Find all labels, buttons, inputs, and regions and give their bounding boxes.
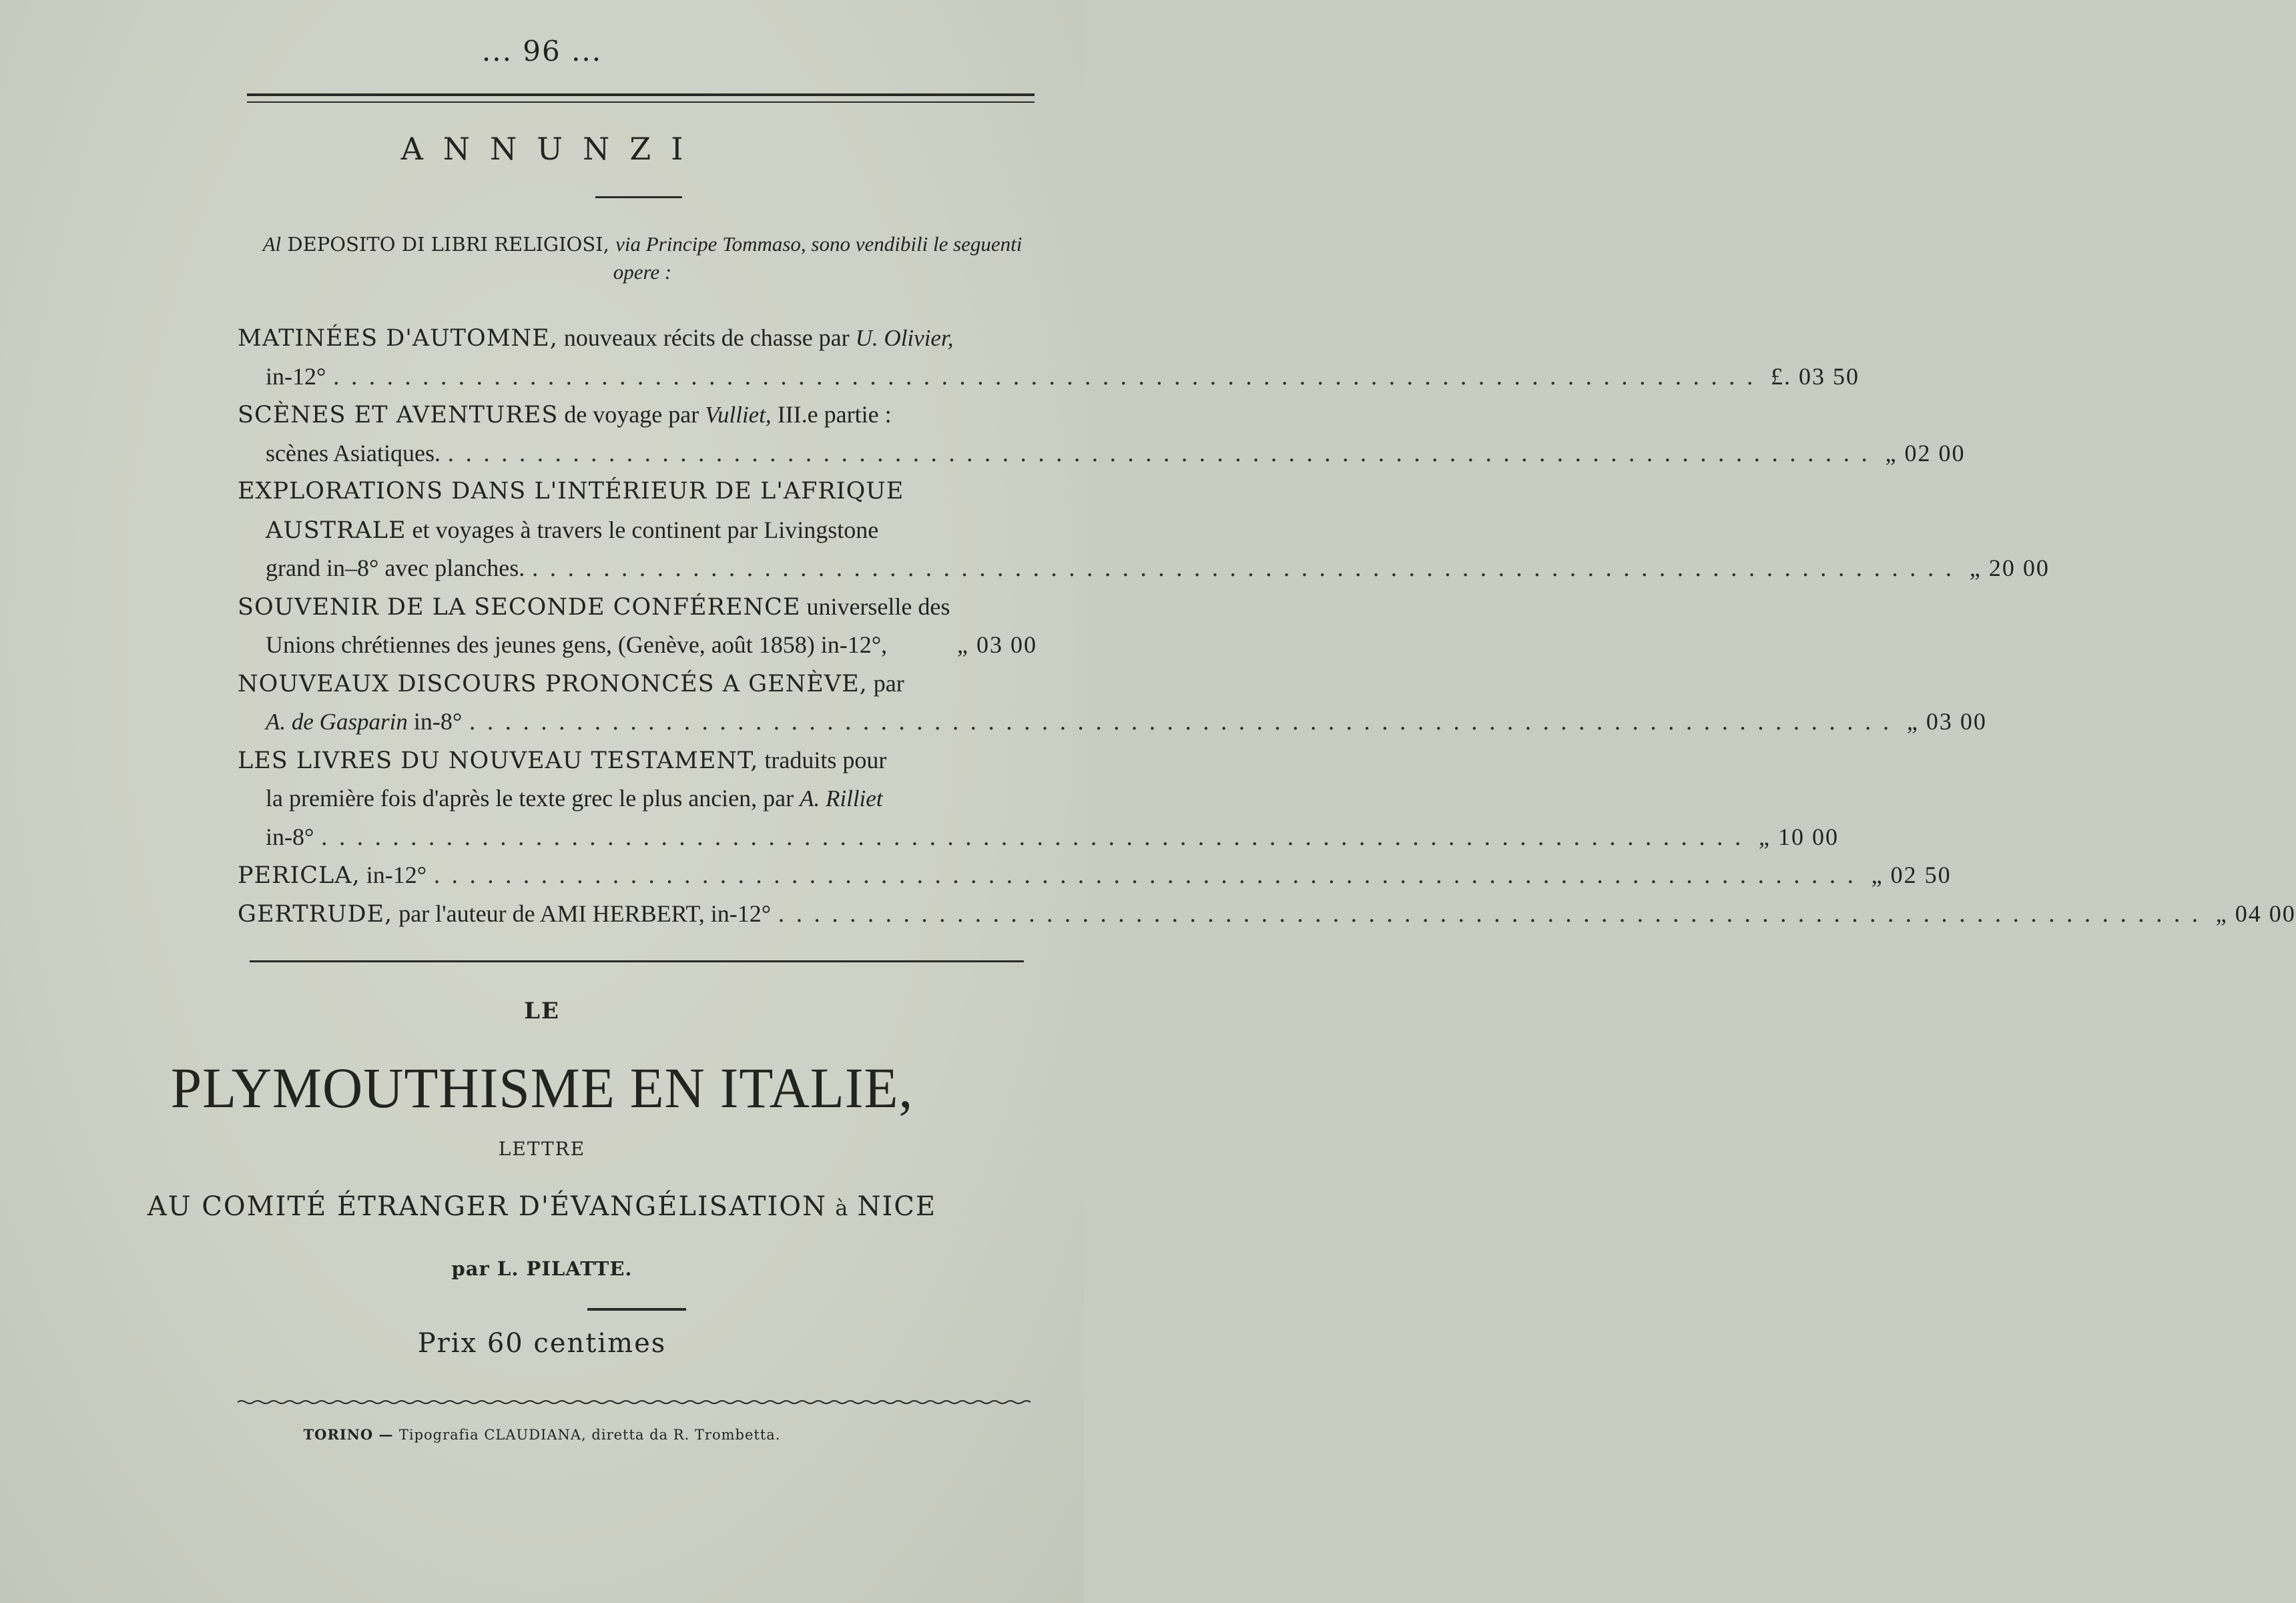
entry-caps: AUSTRALE (266, 517, 406, 544)
book-article: LE (524, 998, 560, 1024)
entry-text: nouveaux récits de chasse par (557, 324, 856, 351)
entry-caps: LES LIVRES DU NOUVEAU TESTAMENT, (238, 747, 759, 774)
entry-line (238, 588, 1037, 627)
book-entry (238, 856, 1952, 895)
entry-price: „ 02 00 (1885, 439, 1966, 466)
leader-dots: ................................................................................ (447, 440, 1879, 467)
entry-price: £. 03 50 (1771, 362, 1859, 390)
entry-italic: Vulliet, (705, 402, 772, 428)
entry-text: Unions chrétiennes des jeunes gens, (Genève, août 1858) in-12°, (266, 631, 888, 658)
entry-text: grand in–8° avec planches. (266, 555, 525, 581)
entry-text: in-12° (266, 362, 326, 390)
leader-dots: ................................................................................ (320, 824, 1752, 851)
section-title: ANNUNZI (400, 131, 703, 167)
header-double-rule (247, 93, 1035, 103)
entry-line (238, 472, 1037, 511)
entry-caps: MATINÉES D'AUTOMNE, (238, 325, 558, 352)
book-list (238, 319, 2296, 933)
entry-text: in-8° (266, 823, 314, 850)
book-title: PLYMOUTHISME EN ITALIE, (170, 1056, 914, 1120)
intro-paragraph (260, 230, 1025, 286)
leader-dots: ................................................................................ (778, 900, 2209, 928)
entry-italic: A. de Gasparin (266, 709, 408, 735)
entry-text: par (867, 669, 904, 697)
addressee-part-b: à (827, 1195, 858, 1221)
entry-text: la première fois d'après le texte grec le plus ancien, par (266, 785, 800, 812)
entry-text: et voyages à travers le continent par Livingstone (406, 516, 879, 543)
entry-caps: SOUVENIR DE LA SECONDE CONFÉRENCE (238, 593, 801, 621)
entry-line (238, 434, 1966, 473)
price-rule (587, 1308, 686, 1311)
book-author: par L. PILATTE. (451, 1257, 633, 1280)
entry-line (238, 895, 2296, 934)
entry-line (238, 358, 1859, 396)
entry-line (238, 396, 1037, 434)
entry-text: in-8° (407, 708, 463, 735)
entry-italic: A. Rilliet (800, 785, 883, 812)
entry-text: universelle des (800, 593, 950, 620)
entry-italic: U. Olivier, (855, 325, 954, 351)
addressee-part-a: AU COMITÉ ÉTRANGER D'ÉVANGÉLISATION (147, 1191, 828, 1222)
entry-price: „ 04 00 (2215, 900, 2296, 927)
section-divider (250, 960, 1024, 962)
entry-caps: GERTRUDE, (238, 900, 393, 928)
entry-line (238, 741, 1037, 780)
entry-line (238, 779, 1037, 818)
entry-line (238, 818, 1839, 857)
entry-line (238, 549, 2050, 588)
entry-price: „ 02 50 (1871, 862, 1952, 888)
title-underline (595, 196, 682, 198)
entry-line (238, 319, 1037, 358)
entry-text: in-12° (360, 862, 427, 888)
entry-line (238, 511, 1037, 550)
leader-dots: ................................................................................ (433, 862, 1865, 889)
leader-dots: ................................................................................ (332, 363, 1764, 390)
imprint-text: Tipografia CLAUDIANA, diretta da R. Trombetta. (398, 1427, 781, 1443)
entry-line (238, 626, 1037, 665)
book-entry (238, 895, 2296, 934)
book-entry (238, 588, 1037, 665)
entry-caps: PERICLA, (238, 862, 360, 889)
intro-part2: DEPOSITO DI LIBRI RELIGIOSI, (287, 233, 609, 256)
book-subtitle: LETTRE (498, 1138, 586, 1160)
wavy-ornament-rule (238, 1399, 1028, 1405)
entry-price: „ 03 00 (957, 631, 1037, 658)
entry-price: „ 20 00 (1969, 555, 2050, 581)
book-addressee (0, 1191, 1084, 1222)
entry-caps: NOUVEAUX DISCOURS PRONONCÉS A GENÈVE, (238, 670, 868, 697)
entry-text: de voyage par (558, 401, 705, 428)
intro-part1: Al (262, 232, 282, 256)
entry-caps: SCÈNES ET AVENTURES (238, 402, 559, 428)
entry-text: par l'auteur de AMI HERBERT, in-12° (392, 900, 772, 927)
entry-price: „ 10 00 (1759, 823, 1839, 850)
entry-line (238, 856, 1952, 895)
imprint-city: TORINO — (303, 1426, 399, 1443)
entry-price: „ 03 00 (1906, 708, 1987, 735)
printer-imprint (0, 1426, 1084, 1443)
book-entry (238, 319, 1859, 396)
page-number: ... 96 ... (481, 35, 603, 67)
entry-caps: EXPLORATIONS DANS L'INTÉRIEUR DE L'AFRIQUE (238, 478, 904, 505)
entry-line (238, 703, 1987, 741)
entry-line (238, 665, 1037, 703)
addressee-part-c: NICE (857, 1191, 937, 1222)
book-entry (238, 472, 2050, 588)
entry-text: scènes Asiatiques. (266, 439, 441, 466)
book-entry (238, 665, 1987, 741)
book-entry (238, 741, 1839, 857)
leader-dots: ................................................................................ (469, 709, 1900, 735)
book-entry (238, 396, 1966, 472)
entry-text2: III.e partie : (771, 401, 892, 428)
leader-dots: ................................................................................ (531, 555, 1963, 582)
intro-part3: via Principe Tommaso, sono vendibili le seguenti opere : (613, 232, 1023, 284)
entry-text: traduits pour (758, 746, 887, 773)
book-price: Prix 60 centimes (417, 1328, 667, 1359)
